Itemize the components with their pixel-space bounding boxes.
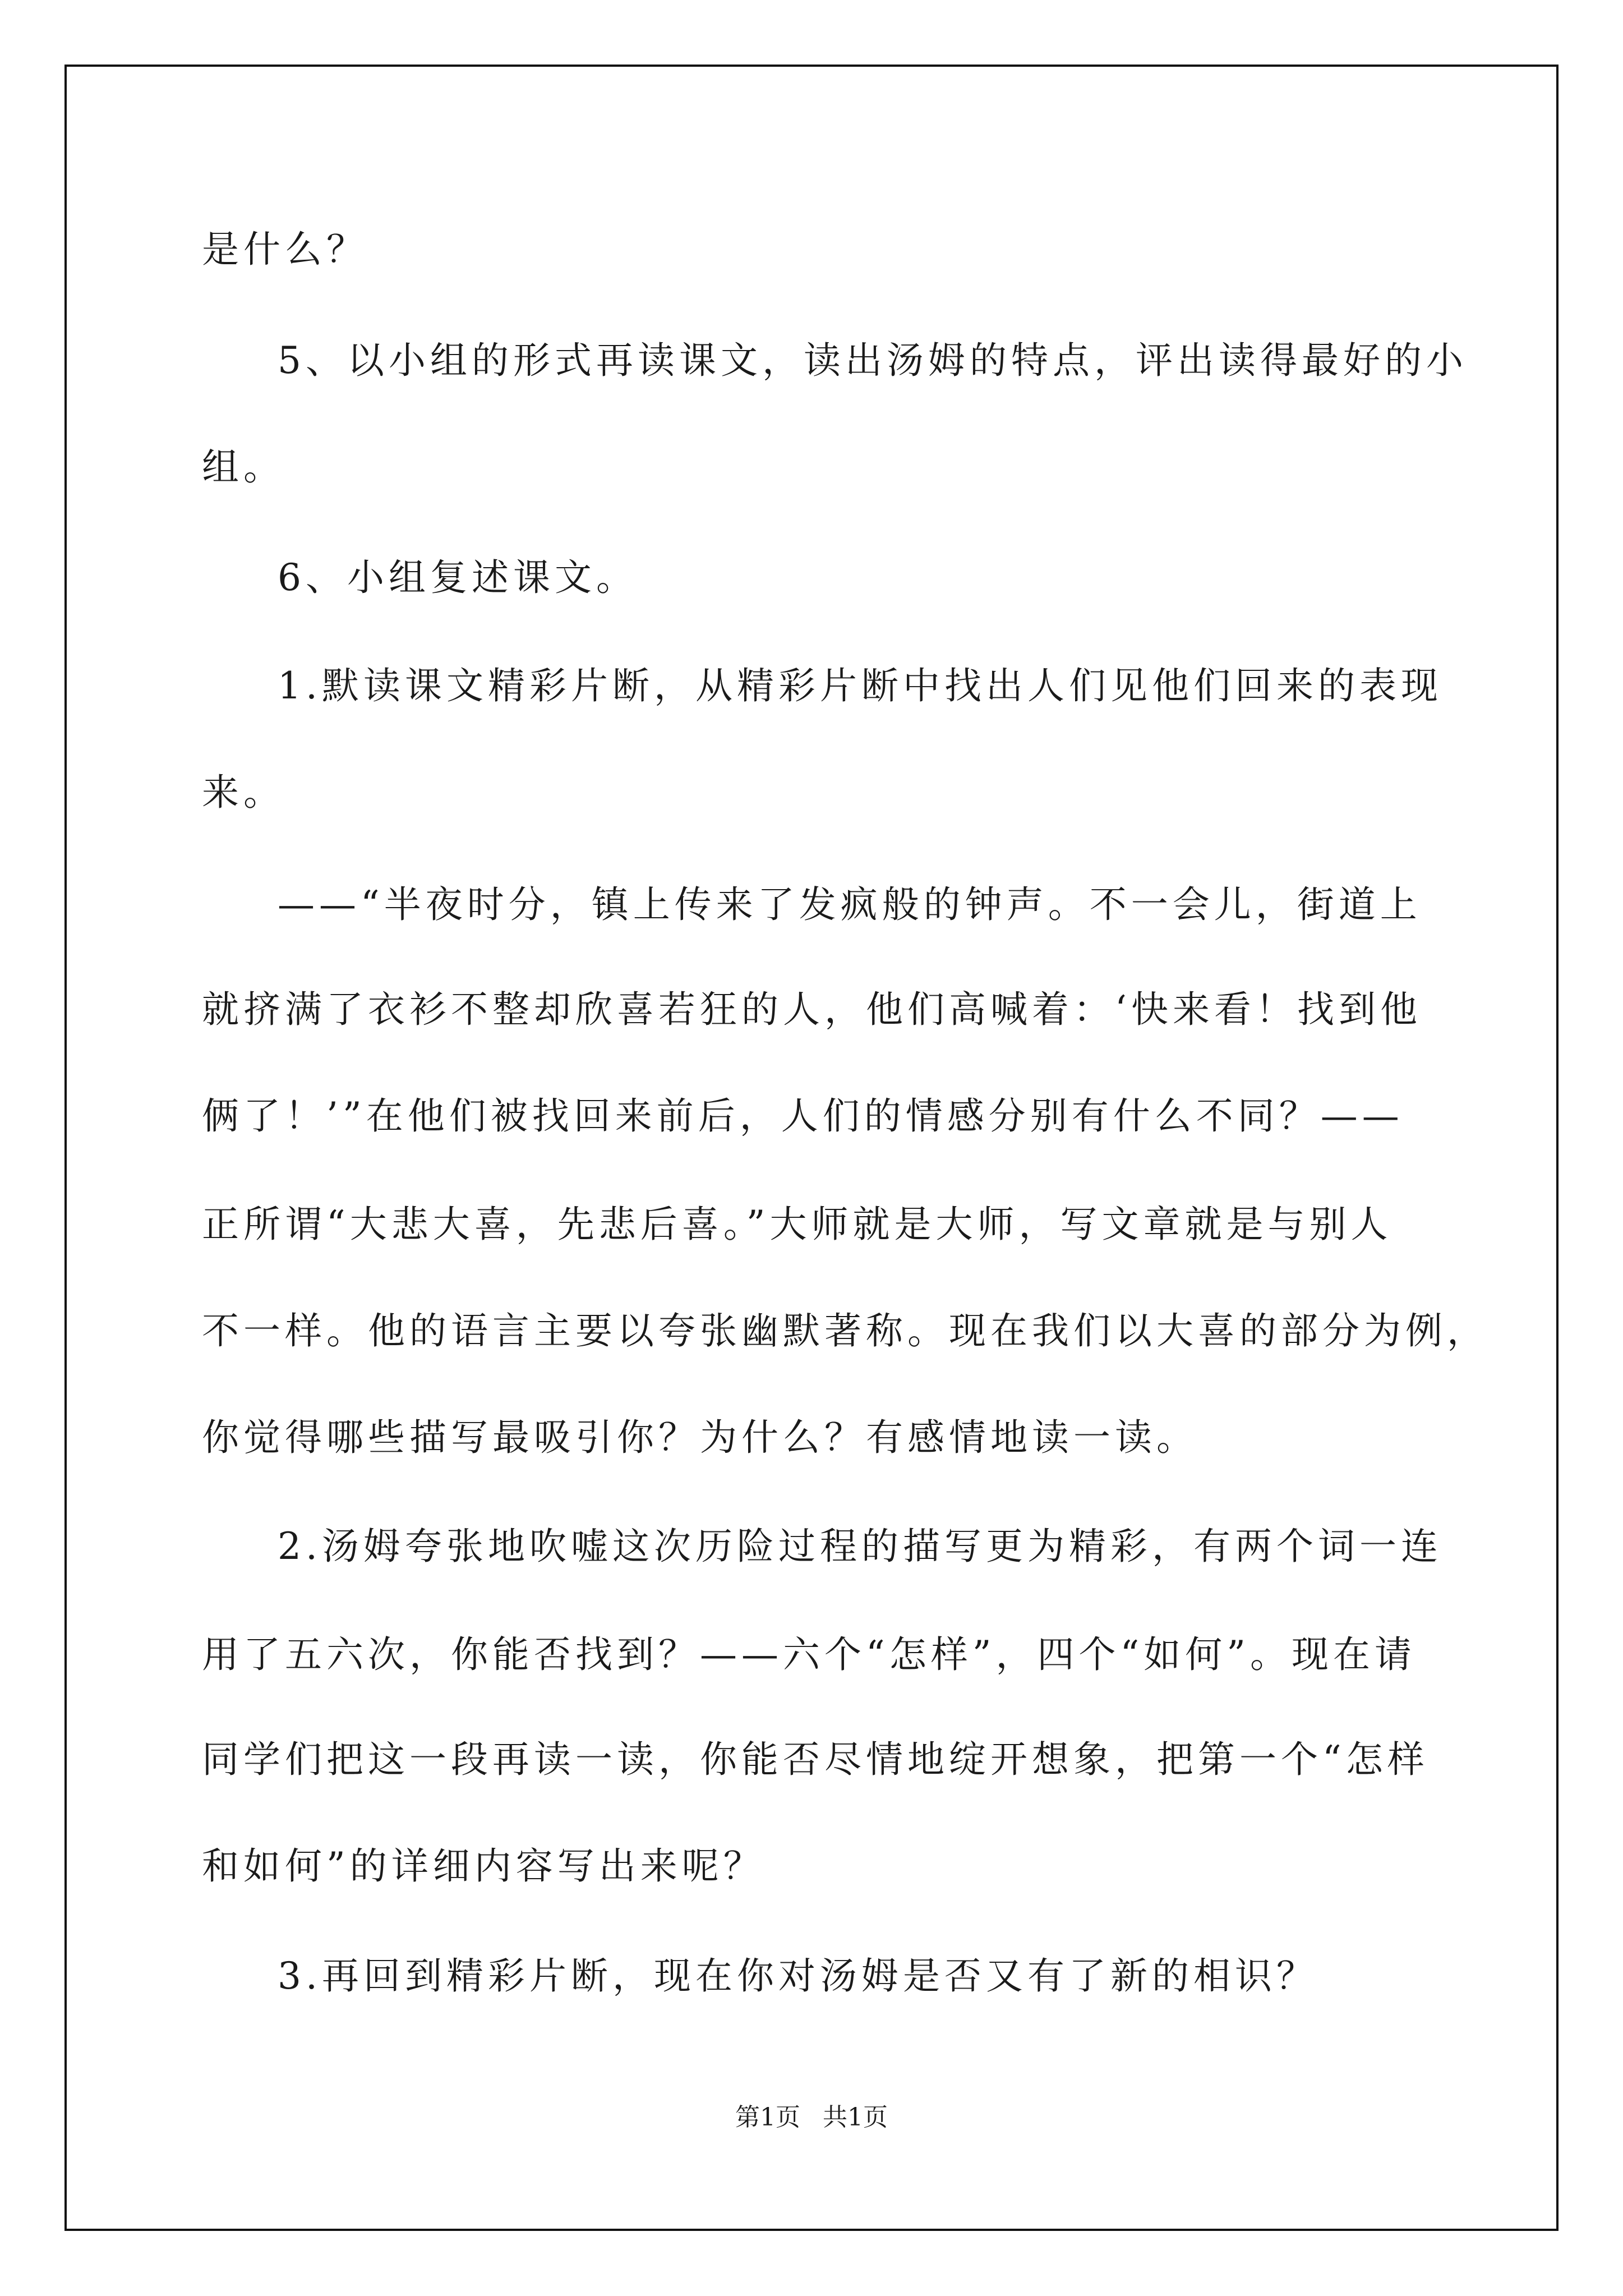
paragraph-line: 是什么？ [202, 228, 368, 271]
paragraph-line: 2.汤姆夸张地吹嘘这次历险过程的描写更为精彩，有两个词一连 [278, 1525, 1442, 1568]
paragraph-line: 不一样。他的语言主要以夸张幽默著称。现在我们以大喜的部分为例， [202, 1309, 1488, 1352]
page-total: 共1页 [823, 2103, 888, 2132]
paragraph-line: 俩了！’”在他们被找回来前后，人们的情感分别有什么不同？—— [202, 1094, 1404, 1138]
paragraph-line: 6、小组复述课文。 [278, 556, 638, 599]
paragraph-line: 3.再回到精彩片断，现在你对汤姆是否又有了新的相识？ [278, 1954, 1318, 1998]
paragraph-line: 5、以小组的形式再读课文，读出汤姆的特点，评出读得最好的小 [278, 339, 1468, 382]
page-number: 第1页 [735, 2103, 800, 2132]
page-footer [0, 2102, 1623, 2133]
paragraph-line: ——“半夜时分，镇上传来了发疯般的钟声。不一会儿，街道上 [278, 883, 1422, 926]
paragraph-line: 正所谓“大悲大喜，先悲后喜。”大师就是大师，写文章就是与别人 [202, 1203, 1393, 1246]
paragraph-line: 和如何”的详细内容写出来呢？ [202, 1844, 765, 1888]
paragraph-line: 来。 [202, 771, 285, 814]
paragraph-line: 你觉得哪些描写最吸引你？为什么？有感情地读一读。 [202, 1416, 1198, 1459]
paragraph-line: 组。 [202, 445, 285, 489]
paragraph-line: 用了五六次，你能否找到？——六个“怎样”，四个“如何”。现在请 [202, 1633, 1416, 1676]
paragraph-line: 1.默读课文精彩片断，从精彩片断中找出人们见他们回来的表现 [278, 664, 1442, 707]
page-border [64, 65, 1559, 2231]
paragraph-line: 就挤满了衣衫不整却欣喜若狂的人，他们高喊着：‘快来看！找到他 [202, 988, 1422, 1031]
paragraph-line: 同学们把这一段再读一读，你能否尽情地绽开想象，把第一个“怎样 [202, 1738, 1429, 1781]
